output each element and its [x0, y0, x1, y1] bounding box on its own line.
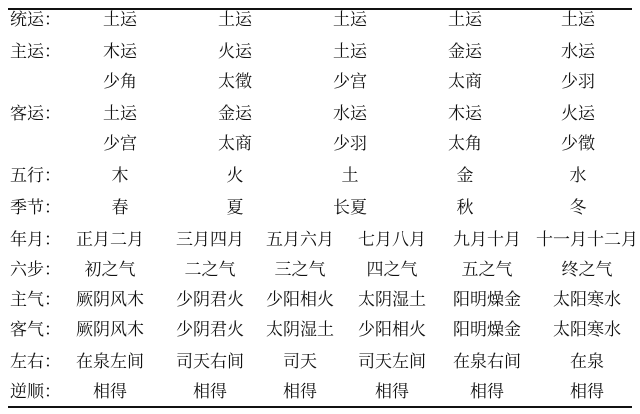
table-cell: 太徵: [218, 72, 252, 92]
table-cell: 太商: [218, 134, 252, 154]
table-cell: 九月十月: [453, 230, 521, 250]
table-row: [0, 132, 640, 156]
table-cell: 木: [111, 166, 129, 186]
table-cell: 司天左间: [358, 352, 426, 372]
table-cell: 少宫: [333, 72, 367, 92]
row-label: 左右：: [10, 352, 61, 372]
table-cell: 少角: [103, 72, 137, 92]
row-label: 主气：: [10, 290, 61, 310]
table-cell: 在泉: [570, 352, 604, 372]
table-cell: 阳明燥金: [453, 290, 521, 310]
table-cell: 厥阴风木: [76, 290, 144, 310]
bottom-rule: [8, 406, 632, 408]
table-cell: 十一月十二月: [536, 230, 638, 250]
table-cell: 七月八月: [358, 230, 426, 250]
table-cell: 夏: [226, 198, 244, 218]
table-cell: 金运: [448, 42, 482, 62]
table-cell: 长夏: [333, 198, 367, 218]
table-cell: 在泉右间: [453, 352, 521, 372]
table-cell: 少徵: [561, 134, 595, 154]
table-cell: 五月六月: [266, 230, 334, 250]
table-cell: 火运: [561, 104, 595, 124]
row-label: 逆顺：: [10, 382, 61, 402]
table-cell: 在泉左间: [76, 352, 144, 372]
table-cell: 少阴君火: [176, 320, 244, 340]
table-row: [0, 288, 640, 312]
table-cell: 相得: [375, 382, 409, 402]
table-cell: 三之气: [274, 260, 326, 280]
table-cell: 相得: [283, 382, 317, 402]
table-cell: 金: [456, 166, 474, 186]
table-row: [0, 380, 640, 404]
row-label: 客气：: [10, 320, 61, 340]
table-cell: 太阳寒水: [553, 290, 621, 310]
table-cell: 金运: [218, 104, 252, 124]
table-cell: 土运: [333, 42, 367, 62]
table-cell: 太商: [448, 72, 482, 92]
row-label: 六步：: [10, 260, 61, 280]
table-cell: 土运: [103, 10, 137, 30]
table-cell: 木运: [103, 42, 137, 62]
table-cell: 初之气: [84, 260, 136, 280]
table-cell: 二之气: [184, 260, 236, 280]
table-row: [0, 318, 640, 342]
table-cell: 土运: [103, 104, 137, 124]
row-label: 年月：: [10, 230, 61, 250]
table-cell: 土: [341, 166, 359, 186]
table-cell: 土运: [333, 10, 367, 30]
table-row: [0, 228, 640, 252]
table-row: [0, 258, 640, 282]
table-cell: 相得: [470, 382, 504, 402]
row-label: 客运：: [10, 104, 61, 124]
table-cell: 火: [226, 166, 244, 186]
table-cell: 少阳相火: [266, 290, 334, 310]
table-cell: 太角: [448, 134, 482, 154]
table-cell: 少阴君火: [176, 290, 244, 310]
table-row: [0, 196, 640, 220]
table-row: [0, 40, 640, 64]
table-cell: 少羽: [561, 72, 595, 92]
table-cell: 木运: [448, 104, 482, 124]
table-cell: 冬: [569, 198, 587, 218]
table-cell: 水: [569, 166, 587, 186]
table-cell: 司天: [283, 352, 317, 372]
table-cell: 三月四月: [176, 230, 244, 250]
table-cell: 阳明燥金: [453, 320, 521, 340]
table-cell: 正月二月: [76, 230, 144, 250]
row-label: 主运：: [10, 42, 61, 62]
table-cell: 厥阴风木: [76, 320, 144, 340]
table-cell: 四之气: [366, 260, 418, 280]
table-cell: 五之气: [461, 260, 513, 280]
table-cell: 少羽: [333, 134, 367, 154]
table-cell: 土运: [218, 10, 252, 30]
table-row: [0, 70, 640, 94]
table-row: [0, 350, 640, 374]
table-cell: 终之气: [561, 260, 613, 280]
table-cell: 太阳寒水: [553, 320, 621, 340]
table-cell: 少阳相火: [358, 320, 426, 340]
table-cell: 太阴湿土: [266, 320, 334, 340]
table-cell: 相得: [570, 382, 604, 402]
table-cell: 水运: [333, 104, 367, 124]
table-cell: 相得: [93, 382, 127, 402]
table-cell: 司天右间: [176, 352, 244, 372]
table-cell: 土运: [448, 10, 482, 30]
table-cell: 相得: [193, 382, 227, 402]
table-cell: 太阴湿土: [358, 290, 426, 310]
table-row: [0, 164, 640, 188]
table-cell: 土运: [561, 10, 595, 30]
table-row: [0, 8, 640, 32]
row-label: 季节：: [10, 198, 61, 218]
table-cell: 水运: [561, 42, 595, 62]
table-cell: 火运: [218, 42, 252, 62]
table-cell: 春: [111, 198, 129, 218]
table-cell: 秋: [456, 198, 474, 218]
table-row: [0, 102, 640, 126]
row-label: 统运：: [10, 10, 61, 30]
row-label: 五行：: [10, 166, 61, 186]
table-cell: 少宫: [103, 134, 137, 154]
